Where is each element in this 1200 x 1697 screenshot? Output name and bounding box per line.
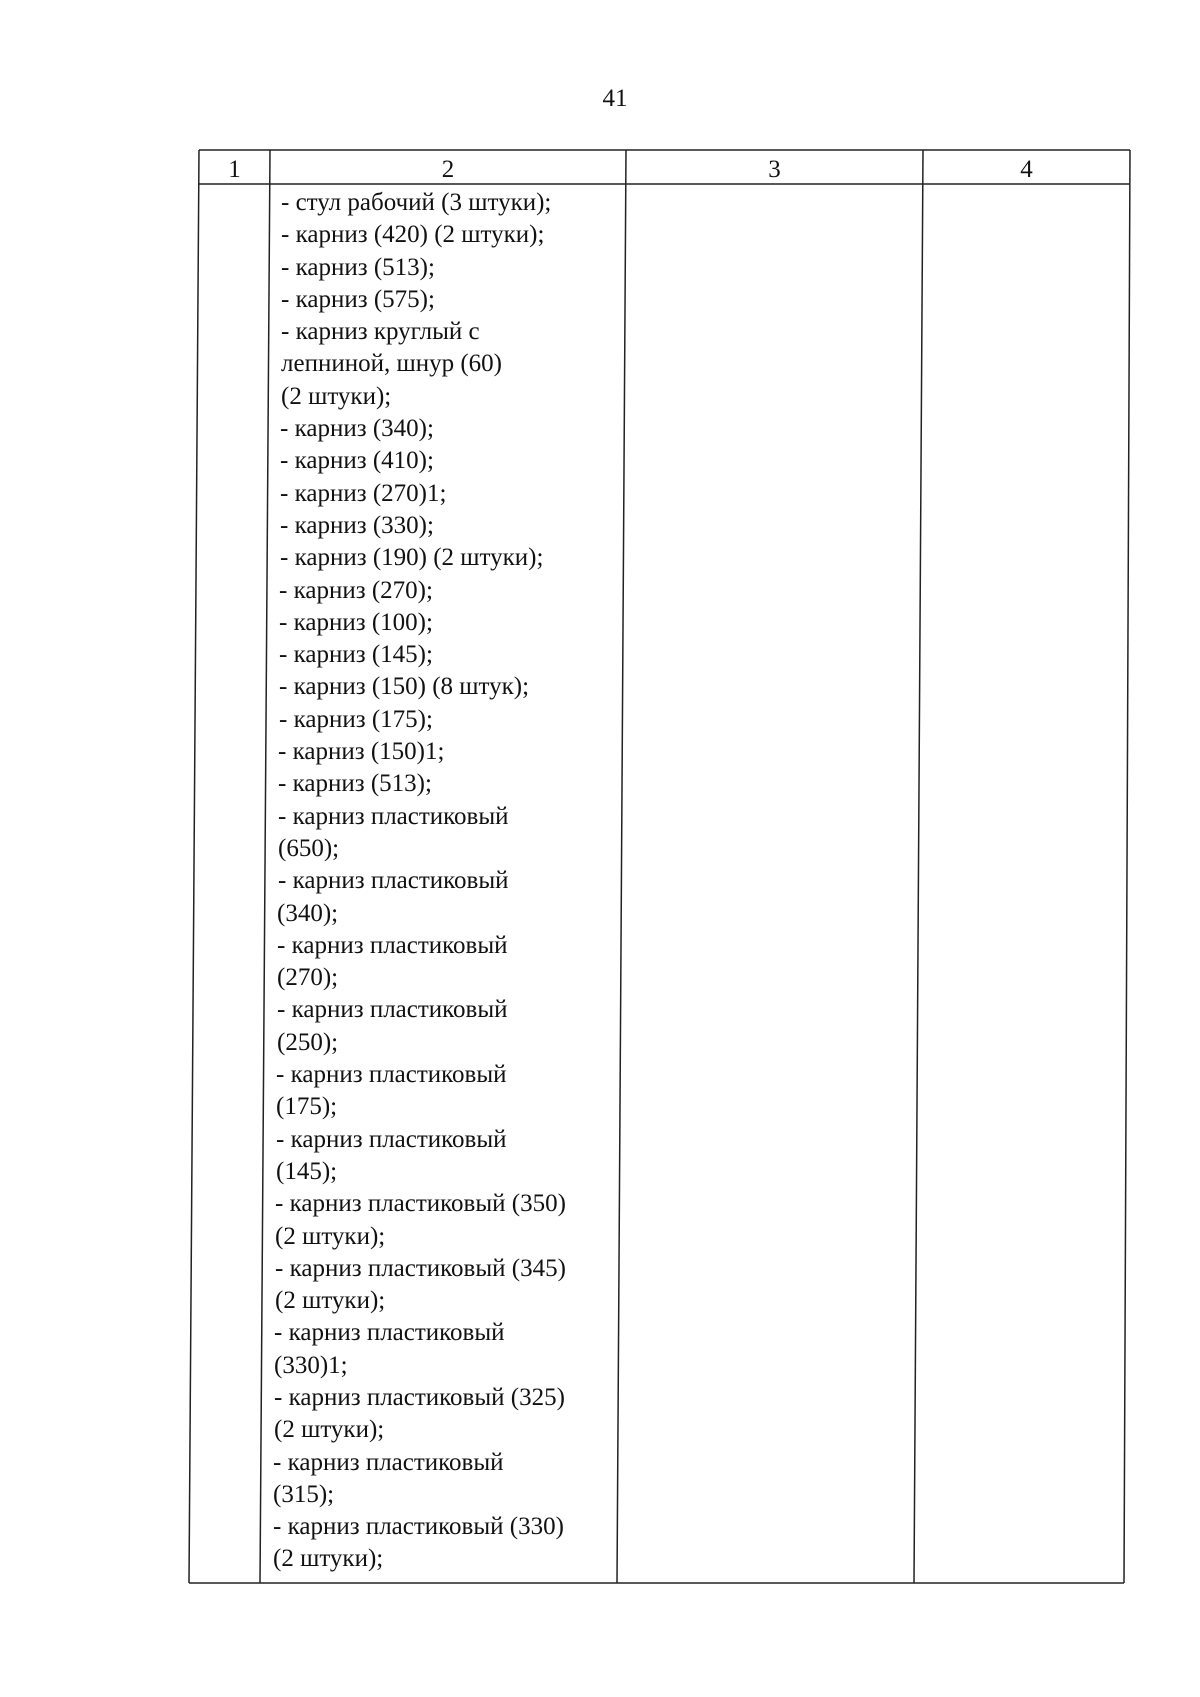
table-line: - карниз пластиковый (278, 802, 509, 830)
header-col-1: 1 (228, 156, 241, 183)
table-line: (315); (273, 1480, 335, 1508)
table-line: - карниз (150) (8 штук); (279, 673, 530, 701)
table-line: - карниз пластиковый (276, 1125, 507, 1153)
table-line: (250); (277, 1028, 339, 1056)
table-line: - карниз (513); (278, 770, 432, 798)
table-line: (270); (277, 964, 339, 992)
table-line: - карниз пластиковый (276, 1061, 507, 1089)
table-line: - карниз круглый с (281, 318, 480, 346)
table-line: - карниз пластиковый (277, 996, 508, 1024)
table-line: (2 штуки); (275, 1222, 386, 1250)
page-number: 41 (602, 85, 628, 112)
table-line: (2 штуки); (274, 1416, 385, 1444)
table-line: - карниз (575); (281, 285, 435, 313)
header-col-3: 3 (768, 156, 781, 183)
table-line: - карниз (100); (279, 608, 433, 636)
table-line: - стул рабочий (3 штуки); (281, 189, 552, 216)
table-line: - карниз (190) (2 штуки); (280, 544, 544, 572)
table-line: - карниз пластиковый (350) (275, 1190, 566, 1218)
table-line: (650); (278, 834, 340, 862)
table-line: (145); (276, 1157, 338, 1185)
table-line: - карниз (175); (279, 705, 433, 733)
table-line: - карниз пластиковый (273, 1448, 504, 1476)
table-line: (175); (276, 1093, 338, 1121)
table-line: - карниз пластиковый (345) (275, 1254, 566, 1282)
table-line: - карниз (150)1; (278, 738, 445, 766)
table-line: - карниз (340); (280, 415, 434, 443)
table-line: - карниз (420) (2 штуки); (281, 221, 545, 249)
table-line: (2 штуки); (281, 382, 392, 410)
header-col-2: 2 (441, 156, 455, 183)
table-line: (330)1; (274, 1351, 348, 1379)
table-line: лепниной, шнур (60) (281, 350, 502, 378)
table-line: - карниз (410); (280, 447, 434, 475)
header-col-4: 4 (1020, 156, 1033, 183)
table-line: - карниз пластиковый (277, 931, 508, 959)
table-line: - карниз пластиковый (330) (273, 1513, 564, 1541)
table-line: - карниз пластиковый (274, 1319, 505, 1347)
table-line: - карниз (513); (281, 253, 435, 281)
column-2-content (273, 187, 618, 1576)
table-line: (2 штуки); (273, 1545, 384, 1573)
table-line: - карниз (270); (279, 576, 433, 604)
table-line: - карниз (270)1; (280, 479, 447, 507)
table-line: - карниз (330); (280, 511, 434, 539)
table-line: - карниз (145); (279, 641, 433, 669)
table-line: - карниз пластиковый (325) (274, 1383, 565, 1411)
table-line: (340); (277, 899, 339, 927)
table-line: (2 штуки); (275, 1287, 386, 1315)
table-line: - карниз пластиковый (278, 867, 509, 895)
